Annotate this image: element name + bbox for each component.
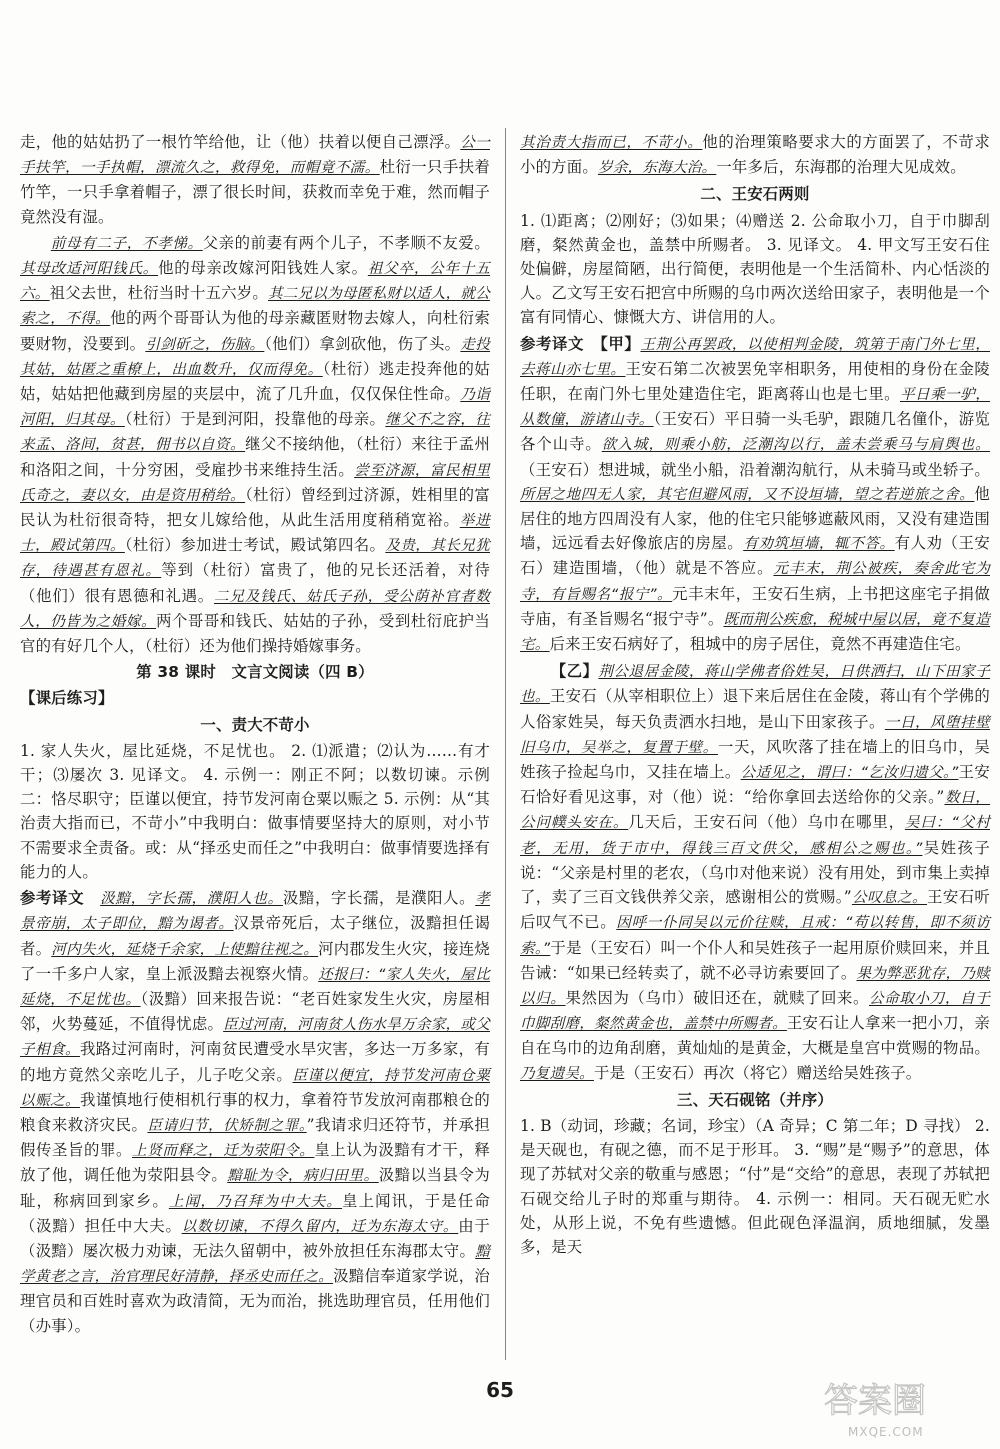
classical-text: 河内失火，延烧千余家，上使黯往视之。 (51, 940, 319, 958)
translation-text: 继父不接纳他，（杜衍）来往于孟州和洛阳之间，十分穷困，受雇抄书来维持生活。 (20, 435, 490, 479)
classical-text: 数日，公问幞头安在。 (520, 789, 991, 832)
classical-text: 公命取小刀，自于巾脚刮磨，粲然黄金也，盖禁中所赐者。 (520, 989, 990, 1033)
translation-text: 河内郡发生火灾，接连烧了一千多户人家，皇上派汲黯去视察火情。 (20, 939, 490, 983)
translation-text: 王安石让人拿来一把小刀，亲自在乌巾的边角刮磨，黄灿灿的是黄金，大概是皇宫中赏赐的物品。 (520, 1014, 990, 1058)
answers: 1. 家人失火，屋比延烧，不足忧也。 2. ⑴派遣；⑵认为……有才干；⑶屡次 3. 见译文。 4. 示例一：刚正不阿；以数切谏。示例二：恪尽职守；臣谨以便宜，持节发河南仓粟以赈之 5. 示例：从“其治责大指而已，不苛小”中我明白：做事情要坚持大的原则，对小节不需要求全责备。或：从“择丞史而任之”中我明白：做事情要选择有能力的人。 (20, 741, 490, 881)
translation-text: （王安石）平日骑一头毛驴，跟随几名僮仆，游览各个山寺。 (520, 410, 990, 454)
translation-text: （汲黯）回来报告说：“老百姓家发生火灾，房屋相邻，火势蔓延，不值得忧虑。 (20, 989, 490, 1034)
section-title: 二、王安石两则 (700, 185, 810, 204)
paragraph (20, 231, 490, 658)
classical-text: 有劝筑垣墙，辄不答。 (743, 535, 895, 553)
classical-text: 以数切谏，不得久留内，迁为东海太守。 (181, 1217, 459, 1235)
translation-text: 皇上闻讯，于是任命（汲黯）担任中大夫。 (20, 1191, 490, 1235)
watermark-url: MXQE.COM (848, 1425, 924, 1439)
translation-text: 汲黯，字长孺，是濮阳人。 (282, 889, 476, 908)
page-number: 65 (486, 1378, 514, 1402)
classical-text: 因呼一仆同吴以元价往赎，且戒：“苟以转售，即不须访索。” (520, 914, 990, 957)
practice-heading: 【课后练习】 (20, 689, 114, 708)
classical-text: 元丰末，荆公被疾，奏舍此宅为寺，有旨赐名“报宁”。 (520, 560, 990, 603)
classical-text: 臣请归节，伏矫制之罪。 (147, 1116, 307, 1134)
classical-text: 荆公退居金陵，蒋山学佛者俗姓吴，日供洒扫，山下田家子也。 (520, 663, 990, 706)
translation-text: 祖父去世，杜衍当时十五六岁。 (49, 284, 268, 303)
translation-text: ”我请求归还符节，并承担假传圣旨的罪。 (20, 1115, 490, 1160)
reference-label: 参考译文 (20, 889, 85, 908)
translation-text: 等到（杜衍）富贵了，他的兄长还活着，对待（他们）很有恩德和礼遇。 (20, 561, 490, 605)
watermark-title: 答案圈 (824, 1381, 926, 1421)
translation-text: （他们）拿剑砍他，伤了头。 (264, 334, 461, 353)
paragraph (520, 130, 990, 180)
left-column (20, 130, 490, 1340)
passage-marker: 【甲】 (600, 334, 641, 353)
classical-text: 果为弊恶犹存，乃赎以归。 (520, 964, 990, 1007)
classical-text: 及贵，其长兄犹存，待遇甚有恩礼。 (20, 537, 491, 580)
classical-text: 上贤而释之，迁为荥阳令。 (132, 1142, 315, 1160)
answers: 1. ⑴距离；⑵刚好；⑶如果；⑷赠送 2. 公命取小刀，自于巾脚刮磨，粲然黄金也，盖禁中所赐者。 3. 见译文。 4. 甲文写王安石住处偏僻，房屋简陋，出行简便，表明他是一个生活简朴、内心恬淡的人。乙文写王安石把宫中所赐的乌巾两次送给田家子，表明他是一个富有同情心、慷慨大方、讲信用的人。 (520, 211, 990, 327)
reference-translation (520, 332, 990, 658)
classical-text: 乃复遗吴。 (520, 1064, 594, 1082)
translation-text: 于是（王安石）叫一个仆人和吴姓孩子一起用原价赎回来，并且告诫：“如果已经转卖了，就不必寻访索要回了。 (520, 938, 990, 982)
column-divider (505, 128, 506, 1360)
answers: 1. B（动词，珍藏；名词，珍宝）（A 奇异；C 第二年；D 寻找） 2. 是天砚也，有砚之德，而不足于形耳。 3. “赐”是“赐予”的意思，体现了苏轼对父亲的敬重与感恩；“付”是“交给”的意思，表现了苏轼把石砚交给儿子时的郑重与期待。 4. 示例一：相同。天石砚无贮水处，从形上说，不免有些遗憾。但此砚色泽温润，质地细腻，发墨多，是天 (520, 1116, 990, 1256)
lesson-title: 第 38 课时 文言文阅读（四 B） (136, 663, 374, 682)
classical-text: 吴曰：“父村老，无用，货于市中，得钱三百文供父，感相公之赐也。” (520, 814, 991, 857)
translation-text: 元丰末年，王安石生病，上书把这座宅子捐做寺庙，有圣旨赐名“报宁寺”。 (520, 584, 990, 628)
translation-text: （杜衍）逃走投奔他的姑姑，姑姑把他藏到房屋的夹层中，流了几升血，仅仅保住性命。 (20, 359, 490, 404)
classical-text: 所居之地四无人家，其宅但避风雨，又不设垣墙，望之若逆旅之舍。 (520, 485, 975, 503)
translation-text: 他的母亲改嫁河阳钱姓人家。 (158, 259, 368, 278)
translation-text: 王安石（从宰相职位上）退下来后居住在金陵，蒋山有个学佛的人俗家姓吴，每天负责洒水扫地，是山下田家孩子。 (520, 687, 990, 731)
classical-text: 黯学黄老之言，治官理民好清静，择丞史而任之。 (20, 1242, 490, 1286)
classical-text: 臣谨以便宜，持节发河南仓粟以赈之。 (20, 1066, 490, 1109)
translation-text: 王安石第二次被罢免宰相职务，用使相的身份在金陵任职，在南门外七里处建造住宅，距离蒋山也是七里。 (520, 359, 990, 404)
classical-text: 继父不之容，往来孟、洛间，贫甚，佣书以自资。 (20, 411, 491, 454)
classical-text: 走投其姑，姑匿之重橑上，出血数升，仅而得免。 (20, 335, 491, 378)
translation-text: 两个哥哥和钱氏、姑姑的子孙，受到杜衍庇护当官的有好几个人，（杜衍）还为他们操持婚嫁事务。 (20, 611, 490, 656)
translation-text: 他的治理策略要求大的方面罢了，不苛求小的方面。 (520, 133, 990, 177)
classical-text: 上闻，乃召拜为中大夫。 (168, 1192, 343, 1210)
classical-text: 公一手扶竿，一手执帽，漂流久之，救得免，而帽竟不濡。 (20, 134, 490, 177)
translation-text: 于是（王安石）再次（将它）赠送给吴姓孩子。 (593, 1063, 922, 1082)
translation-text: 有人劝（王安石）建造围墙，（他）就是不答应。 (520, 534, 990, 578)
translation-text: 走，他的姑姑扔了一根竹竿给他，让（他）扶着以便自己漂浮。 (20, 133, 461, 151)
translation-text: 果然因为（乌巾）破旧还在，就赎了回来。 (565, 988, 869, 1007)
translation-text: 一天，风吹落了挂在墙上的旧乌巾，吴姓孩子捡起乌巾，又挂在墙上。 (520, 737, 990, 782)
translation-text: 汉景帝死后，太子继位，汲黯担任谒者。 (20, 914, 490, 958)
classical-text: 还报曰：“家人失火，屋比延烧，不足忧也。 (20, 965, 490, 1008)
reference-label: 参考译文 (520, 334, 585, 353)
classical-text: 公适见之，谓曰：“乞汝归遗父。” (740, 764, 959, 782)
classical-text: 既而荆公疾愈，税城中屋以居，竟不复造宅。 (520, 610, 990, 654)
section-title: 三、天石砚铭（并序） (677, 1090, 833, 1109)
translation-text: 几天后，王安石问（他）乌巾在哪里， (628, 813, 905, 832)
classical-text: 臣过河南，河南贫人伤水旱万余家，或父子相食。 (20, 1016, 490, 1059)
watermark-logo (818, 1372, 988, 1444)
paragraph (520, 659, 990, 1085)
classical-text: 一日，风堕挂壁旧乌巾，吴举之，复置于壁。 (520, 713, 990, 756)
translation-text: （王安石）想进城，就坐小船，沿着潮沟航行，从未骑马或坐轿子。 (520, 460, 990, 479)
translation-text: 他的两个哥哥认为他的母亲藏匿财物去嫁人，向杜衍索要财物，没要到。 (20, 309, 490, 353)
classical-text: 乃诣河阳，归其母。 (20, 386, 490, 429)
translation-text: 他居住的地方四周没有人家，他的住宅只能够遮蔽风雨，又没有建造围墙，远远看去好像旅店的房屋。 (520, 484, 990, 553)
section-title: 一、责大不苛小 (200, 715, 310, 734)
classical-text: 孝景帝崩，太子即位，黯为谒者。 (20, 890, 490, 933)
translation-text: 王安石恰好看见这事，对（他）说：“给你拿回去送给你的父亲。” (520, 763, 991, 807)
translation-text: 杜衍一只手扶着竹竿，一只手拿着帽子，漂了很长时间，获救而幸免于难，然而帽子竟然没有湿。 (20, 158, 490, 226)
classical-text: 公叹息之。 (851, 889, 928, 907)
classical-text: 前母有二子，不孝悌。 (50, 234, 203, 252)
classical-text: 其二兄以为母匿私财以适人，就公索之，不得。 (20, 285, 490, 328)
translation-text: （杜衍）于是到河阳，投靠他的母亲。 (124, 410, 386, 429)
translation-text: 由于（汲黯）屡次极力劝谏，无法久留朝中，被外放担任东海郡太守。 (20, 1216, 490, 1260)
classical-text: 汲黯，字长孺，濮阳人也。 (100, 890, 283, 908)
classical-text: 岁余，东海大治。 (597, 159, 717, 177)
translation-text: 我谨慎地行使相机行事的权力，拿着符节发放河南郡粮仓的粮食来救济灾民。 (20, 1090, 490, 1134)
translation-text: 我路过河南时，河南贫民遭受水旱灾害，多达一万多家，有的地方竟然父亲吃儿子，儿子吃父亲。 (20, 1040, 490, 1084)
classical-text: 欲入城，则乘小舫，泛潮沟以行，盖未尝乘马与肩舆也。 (601, 436, 990, 454)
classical-text: 尝至济源，富民相里氏奇之，妻以女，由是资用稍给。 (20, 461, 490, 504)
translation-text: 汲黯以当县令为耻，称病回到家乡。 (20, 1166, 490, 1210)
classical-text: 黯耻为令，病归田里。 (227, 1167, 379, 1185)
translation-text: （杜衍）参加进士考试，殿试第四名。 (124, 536, 386, 555)
translation-text: 吴姓孩子说：“父亲是村里的老农，（乌巾对他来说）没有用处，到市集上卖掉了，卖了三百文钱供养父亲，感谢相公的赏赐。” (520, 838, 990, 907)
translation-text: 一年多后，东海郡的治理大见成效。 (716, 158, 966, 177)
translation-text: 父亲的前妻有两个儿子，不孝顺不友爱。 (202, 233, 490, 252)
classical-text: 其治责大指而已，不苛小。 (520, 134, 703, 151)
classical-text: 引剑斫之，伤脑。 (145, 335, 265, 353)
paragraph (20, 130, 490, 229)
classical-text: 祖父卒，公年十五六。 (20, 260, 490, 303)
translation-text: 后来王安石病好了，租城中的房子居住，竟然不再建造住宅。 (549, 635, 971, 654)
classical-text: 举进士，殿试第四。 (20, 512, 491, 555)
classical-text: 王荆公再罢政，以使相判金陵，筑第于南门外七里，去蒋山亦七里。 (520, 335, 990, 378)
translation-text: 王安石听后叹气不已。 (520, 888, 990, 932)
translation-text: （杜衍）曾经到过济源，姓相里的富民认为杜衍很奇特，把女儿嫁给他，从此生活用度稍稍宽裕。 (20, 485, 490, 530)
classical-text: 平日乘一驴，从数僮，游诸山寺。 (520, 386, 990, 429)
passage-marker: 【乙】 (550, 662, 599, 681)
right-column (520, 130, 990, 1261)
translation-text: 皇上认为汲黯有才干，释放了他，调任他为荥阳县令。 (20, 1141, 490, 1185)
classical-text: 二兄及钱氏、姑氏子孙，受公荫补官者数人，仍皆为之婚嫁。 (20, 587, 490, 630)
reference-translation (20, 886, 490, 1338)
translation-text: 汲黯信奉道家学说，治理官员和百姓时喜欢为政清简，无为而治，挑选助理官员，任用他们（办事）。 (20, 1267, 490, 1335)
classical-text: 其母改适河阳钱氏。 (20, 260, 159, 278)
